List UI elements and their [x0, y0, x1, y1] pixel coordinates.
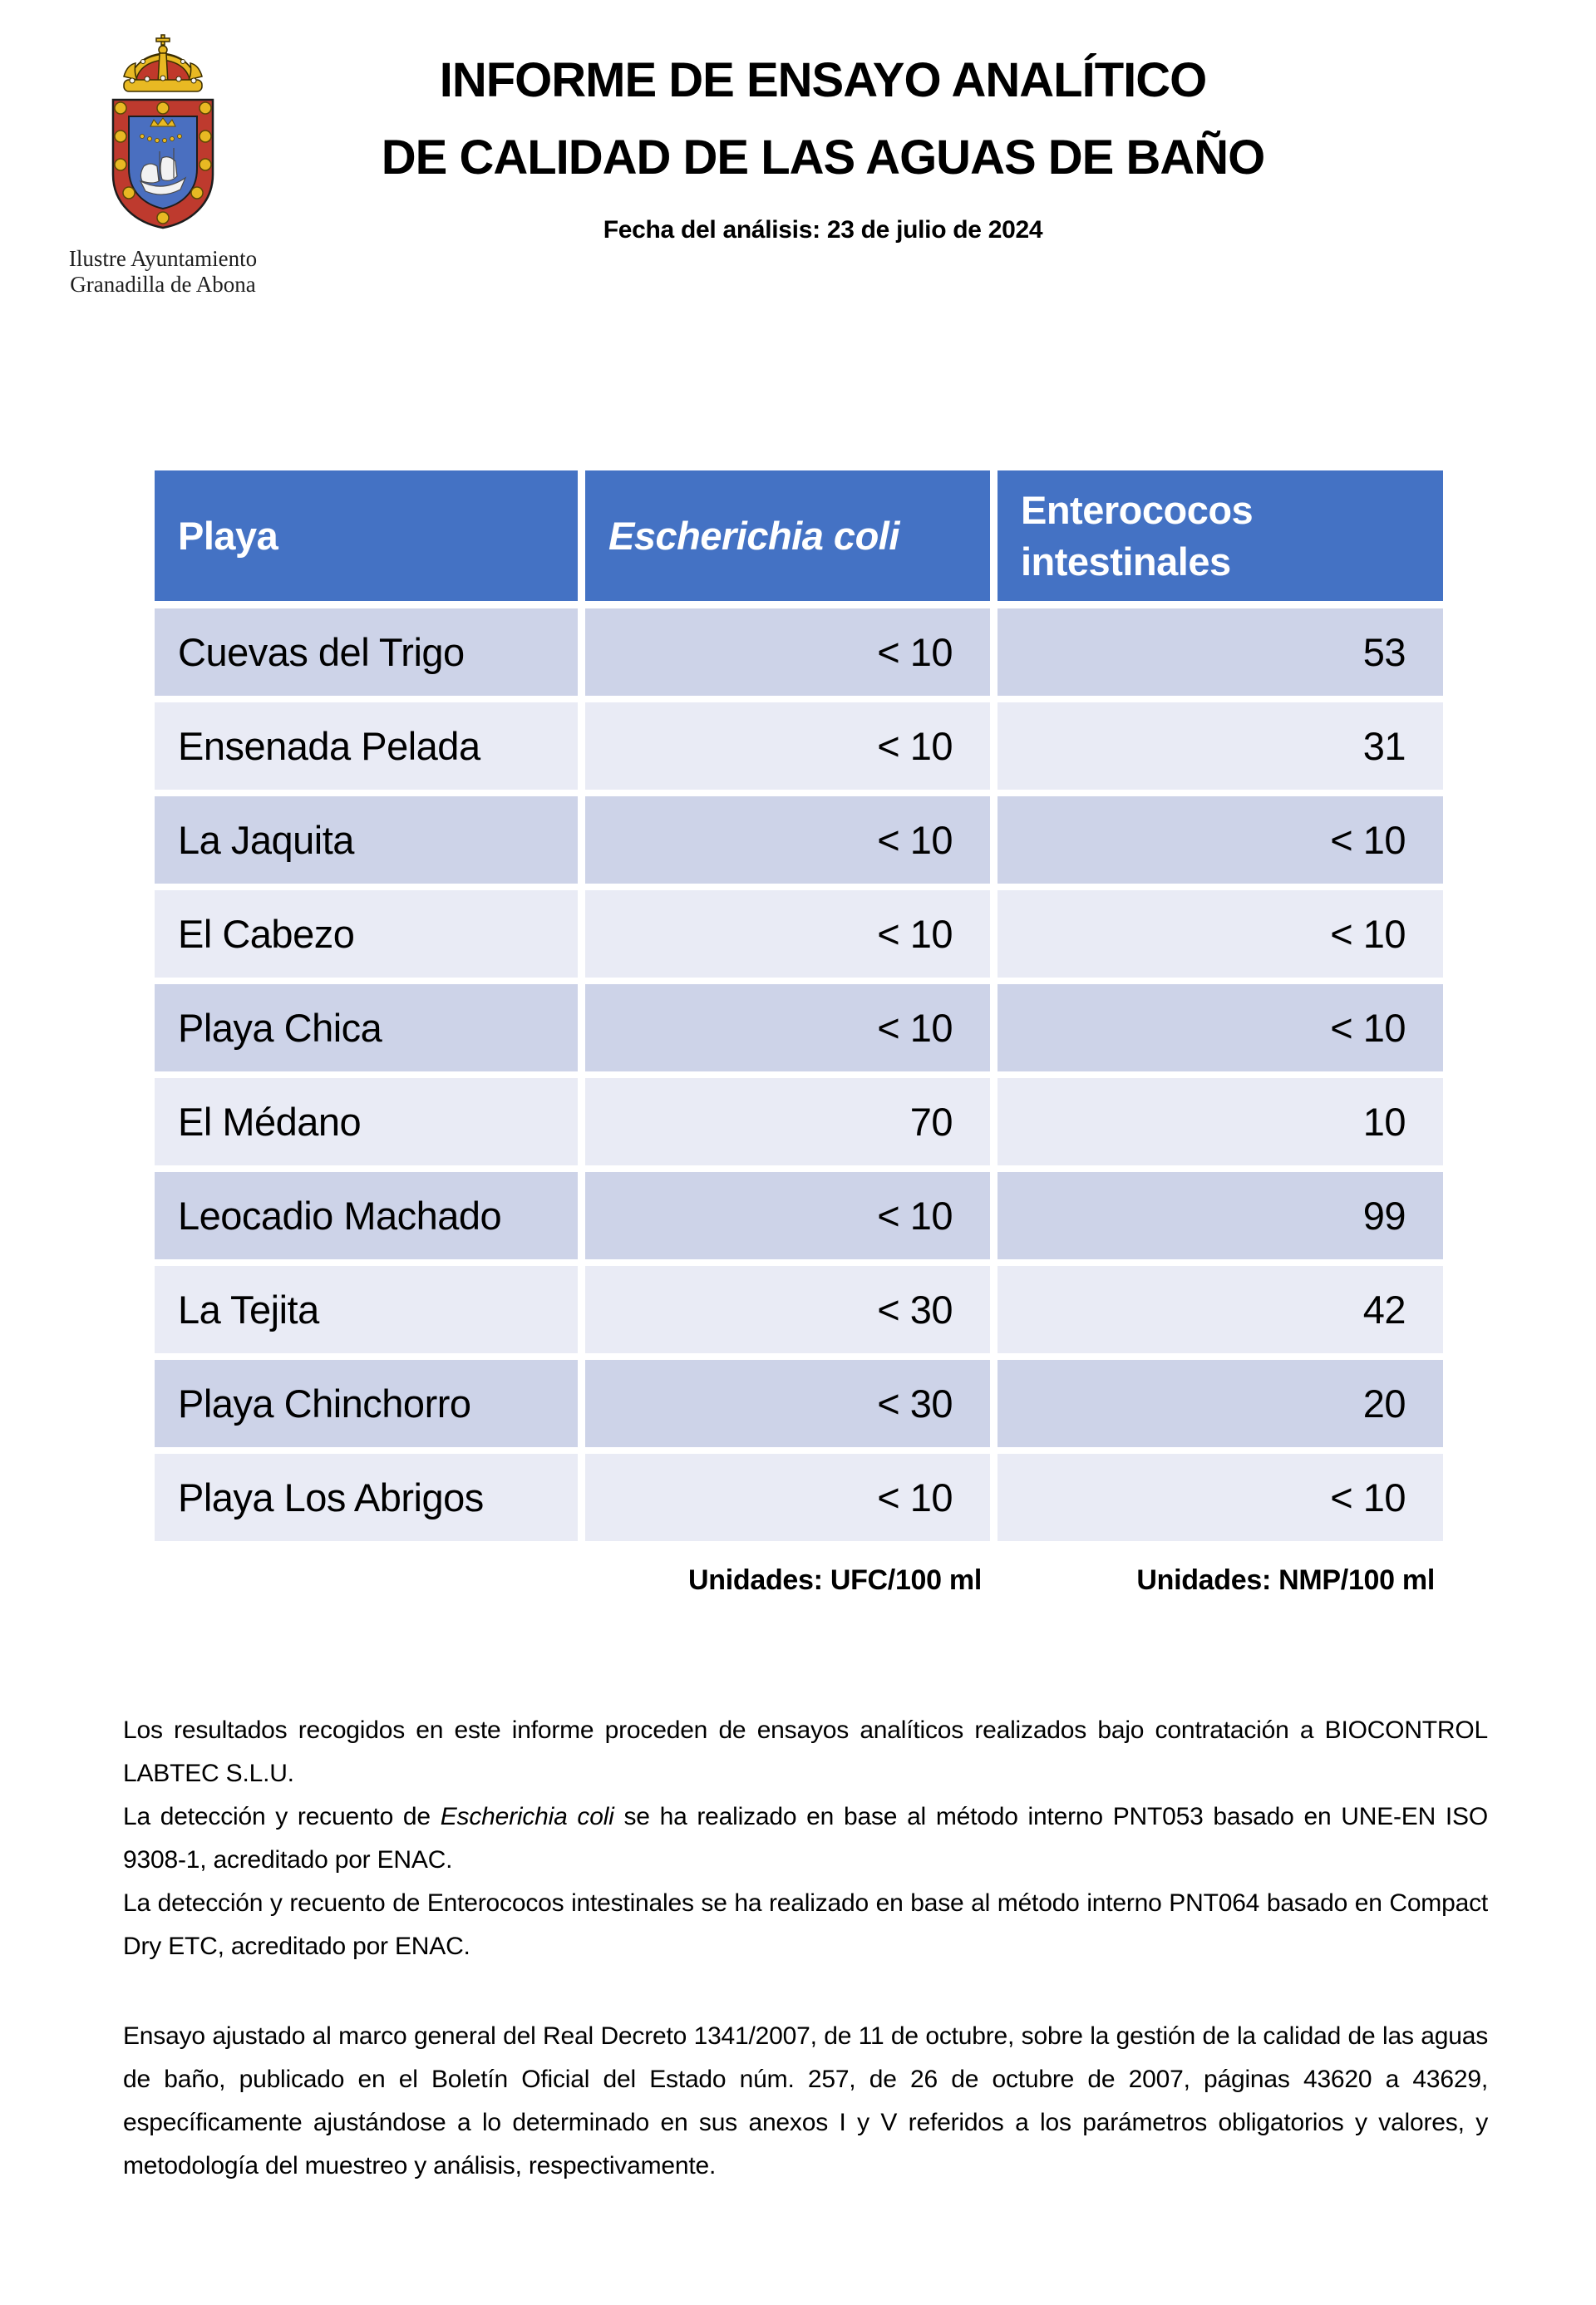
cell-ecoli: < 30 — [585, 1360, 990, 1447]
table-header-row — [155, 470, 1443, 601]
cell-playa: Leocadio Machado — [155, 1172, 578, 1259]
table-row — [155, 1360, 1443, 1447]
cell-enterococos: < 10 — [998, 1454, 1443, 1541]
cell-playa: Playa Chinchorro — [155, 1360, 578, 1447]
cell-enterococos: < 10 — [998, 984, 1443, 1071]
units-row — [155, 1564, 1443, 1597]
table-row — [155, 1454, 1443, 1541]
cell-playa: Cuevas del Trigo — [155, 608, 578, 696]
table-row — [155, 796, 1443, 884]
units-enterococos: Unidades: NMP/100 ml — [1136, 1564, 1435, 1596]
cell-ecoli: < 10 — [585, 1454, 990, 1541]
cell-enterococos: 99 — [998, 1172, 1443, 1259]
cell-ecoli: < 30 — [585, 1266, 990, 1353]
cell-enterococos: 20 — [998, 1360, 1443, 1447]
cell-ecoli: < 10 — [585, 984, 990, 1071]
units-ecoli: Unidades: UFC/100 ml — [688, 1564, 982, 1596]
cell-enterococos: 31 — [998, 702, 1443, 790]
cell-ecoli: < 10 — [585, 702, 990, 790]
cell-enterococos: 10 — [998, 1078, 1443, 1165]
note-ecoli-method: La detección y recuento de Escherichia coli se ha realizado en base al método interno PNT053 basado en UNE-EN ISO 9308-1, acreditado por ENAC. — [123, 1803, 1489, 1874]
note-enterococos-method: La detección y recuento de Enterococos intestinales se ha realizado en base al método interno PNT064 basado en Compact Dry ETC, acreditado por ENAC. — [123, 1889, 1488, 1960]
column-header-escherichia-coli: Escherichia coli — [585, 470, 990, 601]
escherichia-coli-italic: Escherichia coli — [440, 1803, 614, 1830]
notes-section — [123, 1709, 1488, 2188]
cell-ecoli: < 10 — [585, 1172, 990, 1259]
cell-ecoli: < 10 — [585, 608, 990, 696]
coat-of-arms — [33, 33, 293, 298]
cell-enterococos: < 10 — [998, 890, 1443, 978]
cell-enterococos: 53 — [998, 608, 1443, 696]
cell-enterococos: 42 — [998, 1266, 1443, 1353]
table-row — [155, 1172, 1443, 1259]
column-header-playa: Playa — [155, 470, 578, 601]
cell-playa: Ensenada Pelada — [155, 702, 578, 790]
table-row — [155, 890, 1443, 978]
note-legal-framework: Ensayo ajustado al marco general del Real Decreto 1341/2007, de 11 de octubre, sobre la gestión de la calidad de las aguas de baño, publicado en el Boletín Oficial del Estado núm. 257, de 26 de octubre de 2007, páginas 43620 a 43629, específicamente ajustándose a lo determinado en sus anexos I y V referidos a los parámetros obligatorios y valores, y metodología del muestreo y análisis, respectivamente. — [123, 2022, 1488, 2179]
logo-org-line1: Ilustre Ayuntamiento — [68, 246, 258, 271]
table-row — [155, 1266, 1443, 1353]
cell-playa: Playa Chica — [155, 984, 578, 1071]
cell-ecoli: < 10 — [585, 796, 990, 884]
cell-enterococos: < 10 — [998, 796, 1443, 884]
cell-playa: El Médano — [155, 1078, 578, 1165]
cell-ecoli: < 10 — [585, 890, 990, 978]
cell-playa: La Jaquita — [155, 796, 578, 884]
table-row — [155, 608, 1443, 696]
table-row — [155, 1078, 1443, 1165]
note-lab-contract: Los resultados recogidos en este informe proceden de ensayos analíticos realizados bajo contratación a BIOCONTROL LABTEC S.L.U. — [123, 1716, 1488, 1787]
column-header-enterococos: Enterococos intestinales — [998, 470, 1443, 601]
logo-org-line2: Granadilla de Abona — [70, 272, 256, 297]
page-title-line-2: DE CALIDAD DE LAS AGUAS DE BAÑO — [381, 131, 1265, 185]
report-header — [283, 42, 1363, 244]
cell-ecoli: 70 — [585, 1078, 990, 1165]
table-row — [155, 984, 1443, 1071]
table-row — [155, 702, 1443, 790]
cell-playa: Playa Los Abrigos — [155, 1454, 578, 1541]
cell-playa: El Cabezo — [155, 890, 578, 978]
analysis-date: Fecha del análisis: 23 de julio de 2024 — [603, 216, 1043, 244]
cell-playa: La Tejita — [155, 1266, 578, 1353]
results-table — [155, 470, 1443, 1548]
coat-of-arms-icon — [92, 33, 234, 233]
page-title-line-1: INFORME DE ENSAYO ANALÍTICO — [439, 53, 1207, 107]
